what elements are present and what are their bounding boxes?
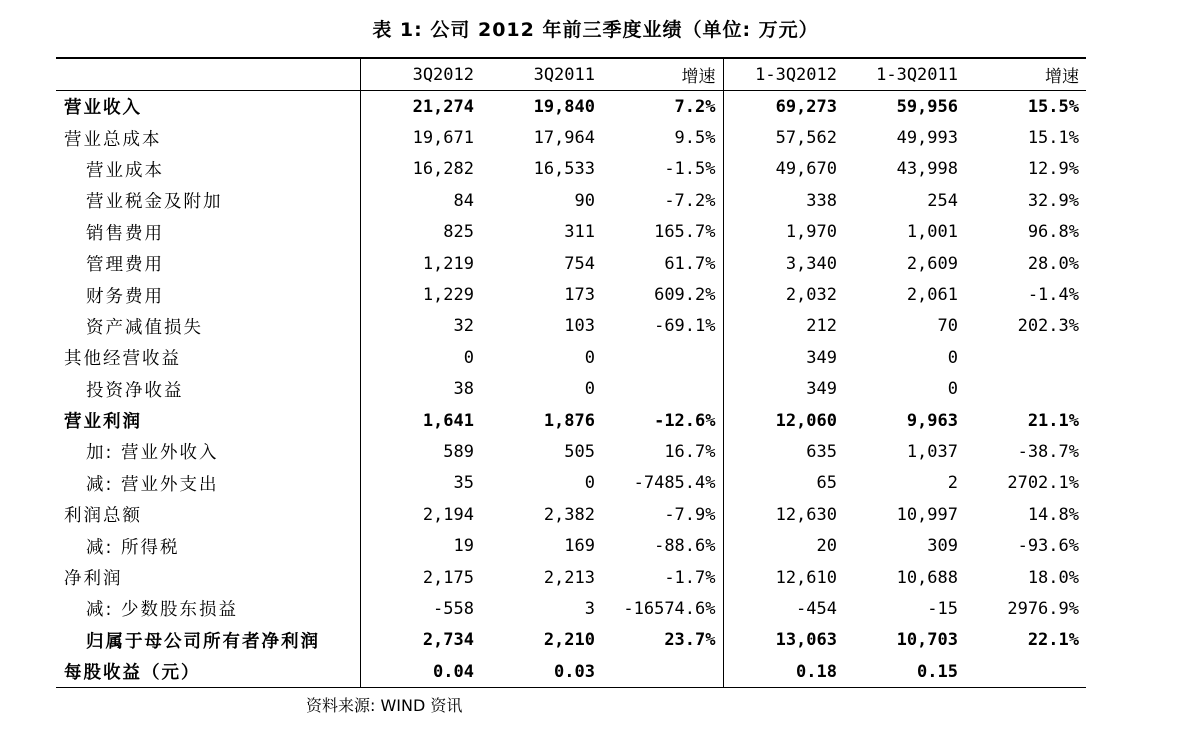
value-3q2011: 2,382	[543, 504, 595, 525]
value-1-3q2012: 12,630	[775, 504, 837, 525]
value-3q2012: 32	[453, 316, 474, 337]
value-1-3q2012: 2,032	[785, 285, 837, 306]
header-3q2012: 3Q2012	[360, 58, 481, 91]
value-3q2012: 19,671	[412, 128, 474, 149]
header-1-3q2011: 1-3Q2011	[844, 58, 965, 91]
table-row	[56, 342, 1086, 373]
value-1-3q2012: 20	[816, 536, 837, 557]
value-1-3q2012: 1,970	[785, 222, 837, 243]
row-label: 净利润	[56, 562, 360, 593]
row-label: 减: 少数股东损益	[56, 593, 360, 624]
value-1-3q2012: 69,273	[775, 96, 837, 117]
row-label: 归属于母公司所有者净利润	[56, 625, 360, 656]
value-3q2011: 0	[584, 347, 595, 368]
value-growth-quarter: 165.7%	[602, 217, 723, 248]
value-1-3q2012: -454	[796, 598, 837, 619]
value-3q2011: 90	[574, 190, 595, 211]
value-growth-ytd: -1.4%	[1027, 285, 1079, 306]
value-1-3q2011: 43,998	[896, 159, 958, 180]
value-3q2012: 1,229	[422, 285, 474, 306]
value-3q2012: 2,734	[422, 630, 474, 651]
table-row	[56, 248, 1086, 279]
value-3q2011: 103	[564, 316, 595, 337]
value-growth-ytd: 202.3%	[1017, 316, 1079, 337]
value-growth-quarter: -7.2%	[602, 185, 723, 216]
value-3q2011: 2,213	[543, 567, 595, 588]
value-3q2012: 16,282	[412, 159, 474, 180]
value-3q2011: 754	[564, 253, 595, 274]
table-row	[56, 530, 1086, 561]
value-1-3q2011: -15	[927, 598, 958, 619]
value-growth-quarter: -69.1%	[602, 311, 723, 342]
value-growth-quarter: -88.6%	[602, 530, 723, 561]
row-label: 每股收益（元）	[56, 656, 360, 688]
header-row	[56, 58, 1086, 91]
table-row	[56, 625, 1086, 656]
value-1-3q2011: 254	[927, 190, 958, 211]
value-1-3q2012: 49,670	[775, 159, 837, 180]
value-growth-ytd: 15.5%	[1027, 96, 1079, 117]
table-row	[56, 374, 1086, 405]
value-3q2012: 1,641	[422, 410, 474, 431]
value-3q2012: 19	[453, 536, 474, 557]
row-label: 营业总成本	[56, 122, 360, 153]
header-growth-quarter: 增速	[602, 58, 723, 91]
row-label: 减: 所得税	[56, 530, 360, 561]
value-growth-ytd: 18.0%	[1027, 567, 1079, 588]
value-growth-ytd: 28.0%	[1027, 253, 1079, 274]
value-3q2012: 0.04	[360, 656, 481, 688]
table-row	[56, 593, 1086, 624]
header-1-3q2012: 1-3Q2012	[723, 58, 844, 91]
value-3q2011: 19,840	[533, 96, 595, 117]
table-row	[56, 122, 1086, 153]
row-label: 营业税金及附加	[56, 185, 360, 216]
value-1-3q2012: 3,340	[785, 253, 837, 274]
value-1-3q2012: 12,060	[775, 410, 837, 431]
row-label: 减: 营业外支出	[56, 468, 360, 499]
row-label: 利润总额	[56, 499, 360, 530]
value-3q2011: 505	[564, 441, 595, 462]
value-3q2011: 3	[584, 598, 595, 619]
value-growth-ytd: 2976.9%	[1007, 598, 1079, 619]
value-growth-ytd: 21.1%	[1027, 410, 1079, 431]
value-growth-quarter	[602, 342, 723, 373]
value-1-3q2011: 9,963	[906, 410, 958, 431]
value-3q2012: 35	[453, 473, 474, 494]
row-label: 营业收入	[56, 91, 360, 123]
value-3q2011: 0	[584, 379, 595, 400]
value-growth-quarter: -7485.4%	[602, 468, 723, 499]
row-label: 加: 营业外收入	[56, 436, 360, 467]
value-3q2012: 825	[443, 222, 474, 243]
value-growth-quarter: -1.5%	[602, 154, 723, 185]
value-1-3q2011: 309	[927, 536, 958, 557]
value-growth-ytd: -38.7%	[1017, 441, 1079, 462]
table-row	[56, 279, 1086, 310]
value-3q2011: 0	[584, 473, 595, 494]
row-label: 营业成本	[56, 154, 360, 185]
row-label: 财务费用	[56, 279, 360, 310]
value-1-3q2011: 10,997	[896, 504, 958, 525]
value-growth-quarter: 9.5%	[602, 122, 723, 153]
row-label: 管理费用	[56, 248, 360, 279]
value-1-3q2012: 13,063	[775, 630, 837, 651]
value-3q2012: 1,219	[422, 253, 474, 274]
header-growth-ytd: 增速	[965, 58, 1086, 91]
financial-results-table	[56, 57, 1086, 688]
value-growth-ytd: 96.8%	[1027, 222, 1079, 243]
table-row	[56, 154, 1086, 185]
value-growth-quarter: 23.7%	[602, 625, 723, 656]
value-1-3q2012: 212	[806, 316, 837, 337]
table-row	[56, 436, 1086, 467]
value-growth-ytd	[965, 656, 1086, 688]
value-growth-ytd: 22.1%	[1027, 630, 1079, 651]
value-1-3q2012: 0.18	[723, 656, 844, 688]
value-1-3q2011: 1,037	[906, 441, 958, 462]
row-label: 其他经营收益	[56, 342, 360, 373]
value-3q2011: 311	[564, 222, 595, 243]
value-3q2012: 38	[453, 379, 474, 400]
value-3q2011: 2,210	[543, 630, 595, 651]
table-row	[56, 468, 1086, 499]
value-growth-quarter: -16574.6%	[602, 593, 723, 624]
value-1-3q2011: 0	[947, 347, 958, 368]
value-1-3q2011: 0.15	[844, 656, 965, 688]
value-1-3q2011: 70	[937, 316, 958, 337]
value-1-3q2011: 2,609	[906, 253, 958, 274]
value-growth-ytd	[965, 342, 1086, 373]
header-3q2011: 3Q2011	[481, 58, 602, 91]
row-label: 投资净收益	[56, 374, 360, 405]
value-growth-quarter: 61.7%	[602, 248, 723, 279]
value-growth-quarter: -1.7%	[602, 562, 723, 593]
value-growth-quarter	[602, 374, 723, 405]
value-1-3q2011: 2	[947, 473, 958, 494]
table-row	[56, 217, 1086, 248]
row-label: 营业利润	[56, 405, 360, 436]
value-1-3q2012: 12,610	[775, 567, 837, 588]
table-row	[56, 311, 1086, 342]
value-3q2011: 16,533	[533, 159, 595, 180]
value-3q2011: 0.03	[481, 656, 602, 688]
value-1-3q2012: 65	[816, 473, 837, 494]
value-growth-ytd: 15.1%	[1027, 128, 1079, 149]
value-growth-ytd: 12.9%	[1027, 159, 1079, 180]
value-3q2011: 169	[564, 536, 595, 557]
value-growth-ytd	[965, 374, 1086, 405]
value-1-3q2011: 49,993	[896, 128, 958, 149]
value-1-3q2011: 2,061	[906, 285, 958, 306]
value-3q2012: 589	[443, 441, 474, 462]
value-growth-quarter: 609.2%	[602, 279, 723, 310]
value-growth-quarter: 7.2%	[602, 91, 723, 123]
value-growth-quarter: -7.9%	[602, 499, 723, 530]
value-1-3q2011: 1,001	[906, 222, 958, 243]
value-3q2012: 21,274	[412, 96, 474, 117]
value-1-3q2012: 635	[806, 441, 837, 462]
value-growth-ytd: 2702.1%	[1007, 473, 1079, 494]
value-1-3q2012: 57,562	[775, 128, 837, 149]
value-3q2012: 2,175	[422, 567, 474, 588]
value-growth-quarter: 16.7%	[602, 436, 723, 467]
table-row	[56, 562, 1086, 593]
value-3q2012: 2,194	[422, 504, 474, 525]
table-title: 表 1: 公司 2012 年前三季度业绩（单位: 万元）	[372, 19, 819, 41]
value-1-3q2011: 59,956	[896, 96, 958, 117]
value-growth-quarter	[602, 656, 723, 688]
value-3q2011: 17,964	[533, 128, 595, 149]
value-3q2011: 1,876	[543, 410, 595, 431]
row-label: 销售费用	[56, 217, 360, 248]
value-1-3q2011: 10,688	[896, 567, 958, 588]
value-1-3q2012: 349	[806, 379, 837, 400]
value-growth-ytd: -93.6%	[1017, 536, 1079, 557]
value-3q2012: -558	[433, 598, 474, 619]
table-row	[56, 499, 1086, 530]
row-label: 资产减值损失	[56, 311, 360, 342]
table-row	[56, 91, 1086, 123]
value-1-3q2011: 0	[947, 379, 958, 400]
value-1-3q2012: 349	[806, 347, 837, 368]
value-3q2012: 0	[463, 347, 474, 368]
value-3q2011: 173	[564, 285, 595, 306]
value-1-3q2011: 10,703	[896, 630, 958, 651]
value-1-3q2012: 338	[806, 190, 837, 211]
table-row	[56, 405, 1086, 436]
header-label	[56, 58, 360, 91]
value-growth-quarter: -12.6%	[602, 405, 723, 436]
value-growth-ytd: 32.9%	[1027, 190, 1079, 211]
value-growth-ytd: 14.8%	[1027, 504, 1079, 525]
source-note: 资料来源: WIND 资讯	[306, 696, 463, 715]
table-row	[56, 185, 1086, 216]
value-3q2012: 84	[453, 190, 474, 211]
table-row	[56, 656, 1086, 688]
